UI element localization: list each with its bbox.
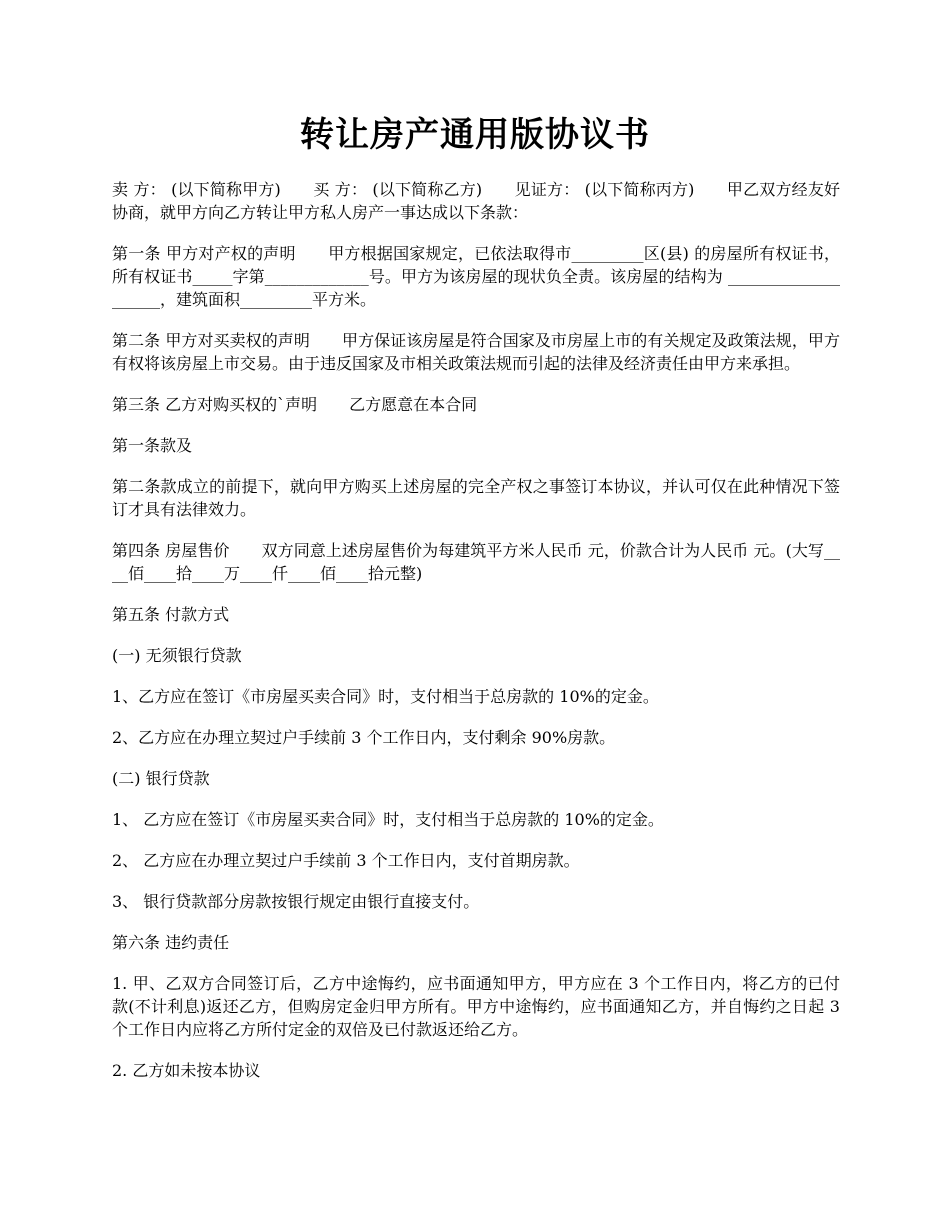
paragraph-article-1: 第一条 甲方对产权的声明 甲方根据国家规定，已依法取得市_________区(县) 的房屋所有权证书，所有权证书_____字第_____________号。甲方为该房屋的现状负全责。该房屋的结构为 ____________________，建筑面积_________平方米。 [112, 244, 840, 309]
paragraph-no-loan-1: 1、乙方应在签订《市房屋买卖合同》时，支付相当于总房款的 10%的定金。 [112, 687, 659, 706]
paragraph-liability-2: 2. 乙方如未按本协议 [112, 1061, 261, 1080]
paragraph-bank-loan-3: 3、 银行贷款部分房款按银行规定由银行直接支付。 [112, 892, 480, 911]
paragraph-no-loan-2: 2、乙方应在办理立契过户手续前 3 个工作日内，支付剩余 90%房款。 [112, 728, 616, 747]
paragraph-clause-2: 第二条款成立的前提下，就向甲方购买上述房屋的完全产权之事签订本协议，并认可仅在此种情况下签订才具有法律效力。 [112, 477, 840, 519]
paragraph-bank-loan: (二) 银行贷款 [112, 769, 210, 788]
paragraph-bank-loan-2: 2、 乙方应在办理立契过户手续前 3 个工作日内，支付首期房款。 [112, 851, 580, 870]
paragraph-bank-loan-1: 1、 乙方应在签订《市房屋买卖合同》时，支付相当于总房款的 10%的定金。 [112, 810, 664, 829]
paragraph-article-3: 第三条 乙方对购买权的`声明 乙方愿意在本合同 [112, 395, 478, 414]
paragraph-article-4: 第四条 房屋售价 双方同意上述房屋售价为每建筑平方米人民币 元，价款合计为人民币 元。(大写____佰____拾____万____仟____佰____拾元整) [112, 541, 840, 583]
paragraph-parties: 卖 方： (以下简称甲方) 买 方： (以下简称乙方) 见证方： (以下简称丙方) 甲乙双方经友好协商，就甲方向乙方转让甲方私人房产一事达成以下条款： [112, 180, 840, 222]
document-title: 转让房产通用版协议书 [300, 115, 650, 155]
document-body [112, 178, 840, 1100]
paragraph-article-2: 第二条 甲方对买卖权的声明 甲方保证该房屋是符合国家及市房屋上市的有关规定及政策法规，甲方有权将该房屋上市交易。由于违反国家及市相关政策法规而引起的法律及经济责任由甲方来承担。 [112, 331, 840, 373]
paragraph-article-6: 第六条 违约责任 [112, 933, 230, 952]
paragraph-liability-1: 1. 甲、乙双方合同签订后，乙方中途悔约，应书面通知甲方，甲方应在 3 个工作日内，将乙方的已付款(不计利息)返还乙方，但购房定金归甲方所有。甲方中途悔约，应书面通知乙方，并自悔约之日起 3 个工作日内应将乙方所付定金的双倍及已付款返还给乙方。 [112, 974, 840, 1039]
paragraph-article-5: 第五条 付款方式 [112, 605, 230, 624]
paragraph-no-loan: (一) 无须银行贷款 [112, 646, 242, 665]
paragraph-clause-1: 第一条款及 [112, 436, 193, 455]
